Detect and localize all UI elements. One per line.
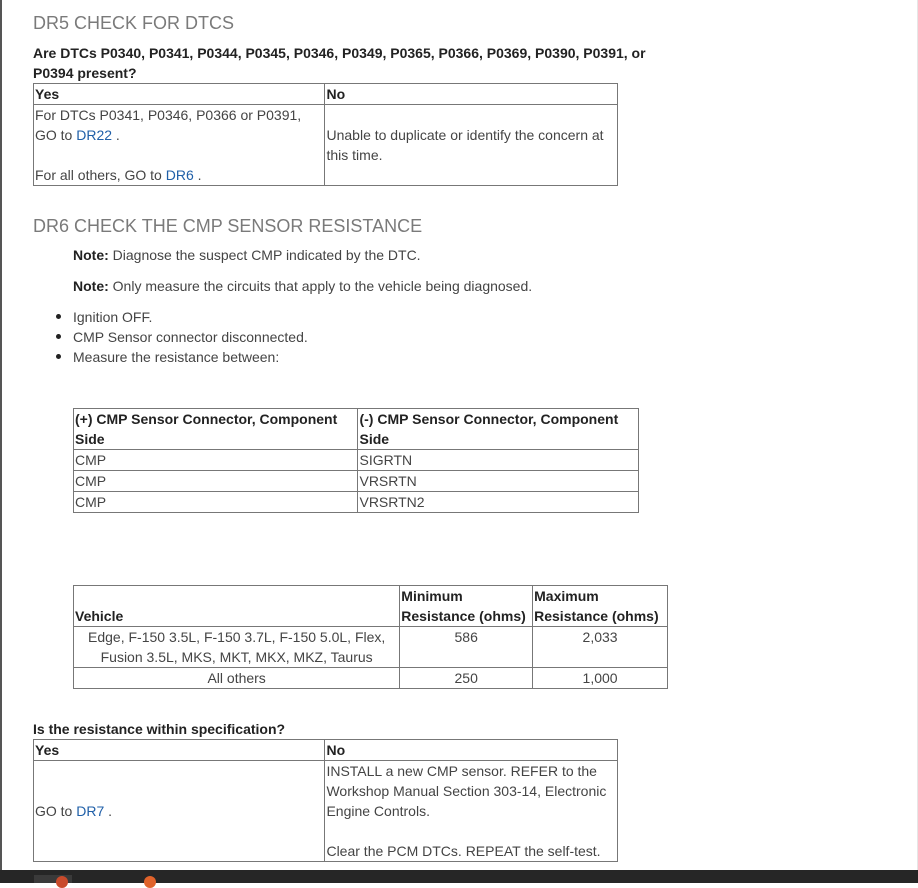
step-item: Ignition OFF. (33, 307, 308, 327)
dr5-no-header: No (325, 84, 618, 105)
dr5-heading: DR5 CHECK FOR DTCS (33, 13, 235, 33)
dr6-yes-cell (34, 761, 325, 862)
note-2-text: Only measure the circuits that apply to the vehicle being diagnosed. (108, 278, 533, 294)
dr6-yes-text-end: . (104, 803, 113, 819)
bottom-taskbar (0, 870, 918, 883)
taskbar-app-icon[interactable] (144, 876, 156, 888)
spec-header-min: Minimum Resistance (ohms) (400, 586, 533, 627)
link-dr7[interactable]: DR7 (76, 803, 105, 819)
taskbar-app-icon[interactable] (56, 876, 68, 888)
connector-table (73, 408, 639, 513)
dr6-step-list (33, 307, 308, 367)
connector-header-negative: (-) CMP Sensor Connector, Component Side (358, 409, 639, 450)
note-2-label: Note: (73, 278, 109, 294)
link-dr22[interactable]: DR22 (76, 127, 113, 143)
dr6-question: Is the resistance within specification? (33, 721, 286, 737)
connector-cell: VRSRTN (358, 471, 639, 492)
link-dr6[interactable]: DR6 (165, 167, 194, 183)
spec-vehicle-cell: All others (74, 668, 400, 689)
table-row (74, 668, 668, 689)
note-1-text: Diagnose the suspect CMP indicated by the DTC. (108, 247, 421, 263)
table-row (74, 450, 639, 471)
dr6-yes-text: GO to (35, 803, 77, 819)
connector-cell: VRSRTN2 (358, 492, 639, 513)
dr6-note-2 (73, 276, 532, 296)
dr5-no-cell: Unable to duplicate or identify the concern at this time. (325, 105, 618, 186)
spec-min-cell: 250 (400, 668, 533, 689)
dr5-yes-header: Yes (34, 84, 325, 105)
spec-max-cell: 2,033 (533, 627, 668, 668)
spec-header-max: Maximum Resistance (ohms) (533, 586, 668, 627)
connector-cell: CMP (74, 471, 358, 492)
dr6-no-text-1: INSTALL a new CMP sensor. REFER to the Workshop Manual Section 303-14, Electronic Engine Controls. (326, 763, 607, 819)
dr6-yes-header: Yes (34, 740, 325, 761)
table-row (74, 492, 639, 513)
table-row (74, 471, 639, 492)
resistance-spec-table (73, 585, 668, 689)
step-item: CMP Sensor connector disconnected. (33, 327, 308, 347)
dr5-yes-text1: For DTCs P0341, P0346, P0366 or P0391, GO to (35, 107, 302, 143)
dr5-question: Are DTCs P0340, P0341, P0344, P0345, P0346, P0349, P0365, P0366, P0369, P0390, P0391, or P0394 present? (33, 45, 646, 81)
dr5-yes-cell (34, 105, 325, 186)
dr6-answer-table (33, 739, 618, 862)
spec-vehicle-cell: Edge, F-150 3.5L, F-150 3.7L, F-150 5.0L, Flex, Fusion 3.5L, MKS, MKT, MKX, MKZ, Taurus (74, 627, 400, 668)
dr5-yes-text2-end: . (193, 167, 202, 183)
dr5-yes-text1-end: . (112, 127, 120, 143)
note-1-label: Note: (73, 247, 109, 263)
connector-cell: CMP (74, 450, 358, 471)
dr6-no-cell (325, 761, 618, 862)
dr6-no-header: No (325, 740, 618, 761)
spec-max-cell: 1,000 (533, 668, 668, 689)
left-border (0, 0, 2, 870)
table-row (74, 627, 668, 668)
dr6-note-1 (73, 245, 421, 265)
step-item: Measure the resistance between: (33, 347, 308, 367)
connector-cell: SIGRTN (358, 450, 639, 471)
spec-min-cell: 586 (400, 627, 533, 668)
dr6-heading: DR6 CHECK THE CMP SENSOR RESISTANCE (33, 216, 423, 236)
dr6-no-text-2: Clear the PCM DTCs. REPEAT the self-test. (326, 843, 601, 859)
dr5-yes-text2: For all others, GO to (35, 167, 166, 183)
connector-header-positive: (+) CMP Sensor Connector, Component Side (74, 409, 358, 450)
spec-header-vehicle: Vehicle (74, 586, 400, 627)
dr5-answer-table (33, 83, 618, 186)
connector-cell: CMP (74, 492, 358, 513)
